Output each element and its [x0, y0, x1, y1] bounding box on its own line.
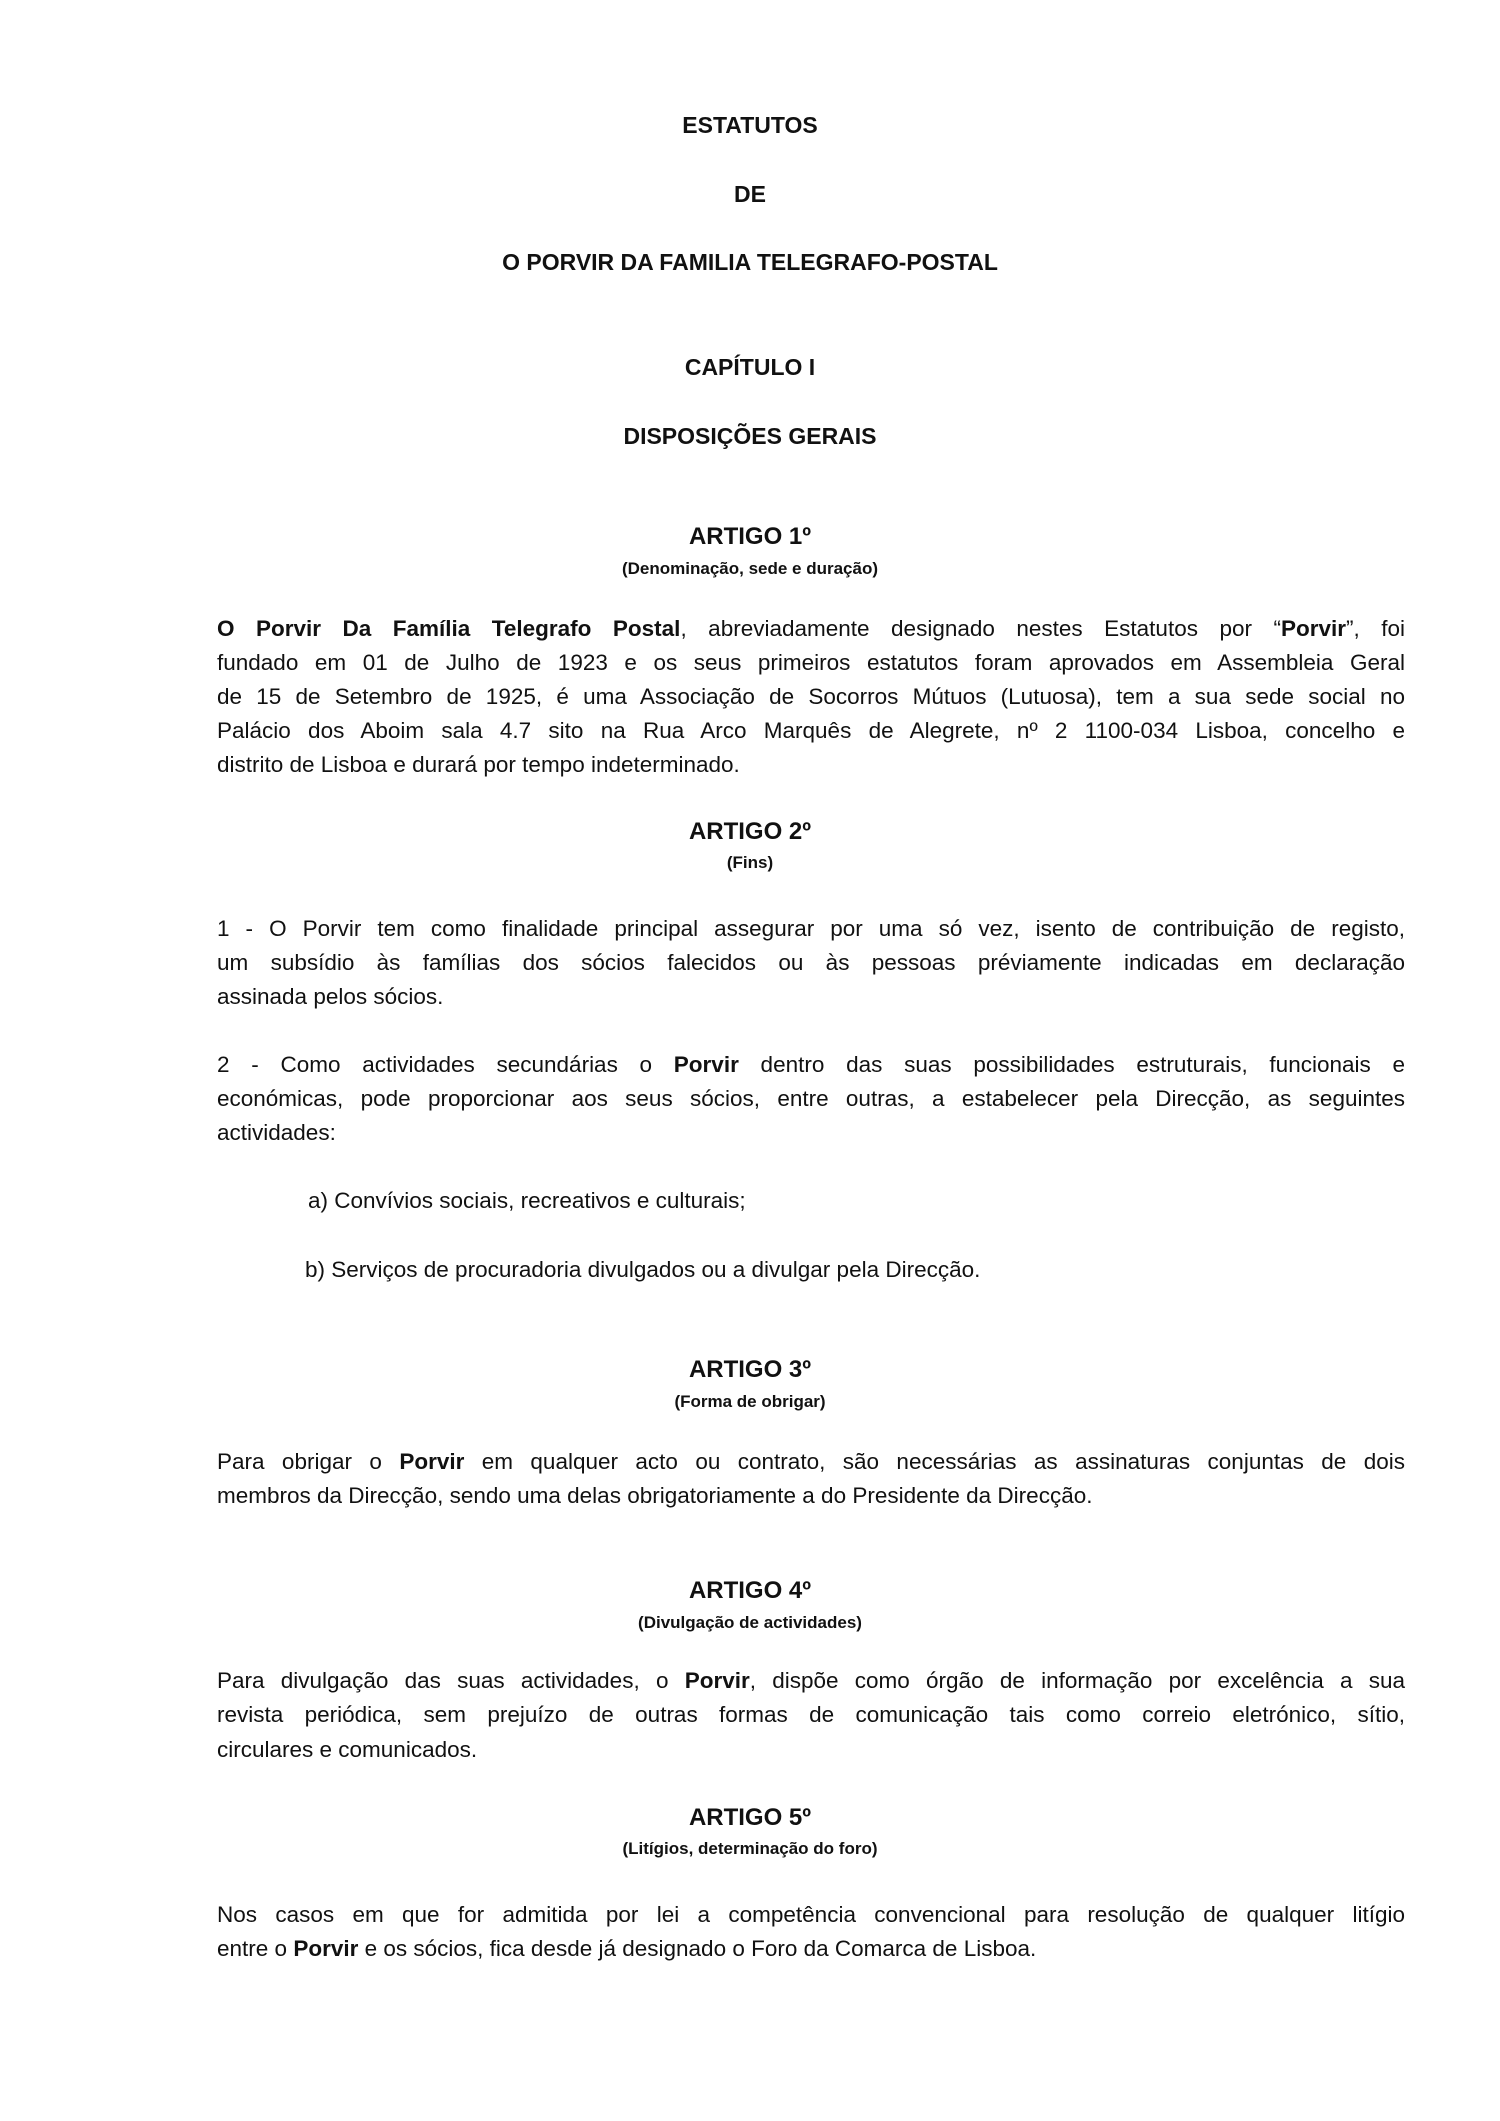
- bold-text: Porvir: [673, 1052, 739, 1077]
- bold-text: Porvir: [684, 1668, 750, 1693]
- text: entre o: [217, 1936, 294, 1961]
- text: em qualquer acto ou contrato, são necessárias as assinaturas conjuntas de dois: [464, 1449, 1405, 1474]
- text: ”, foi: [1346, 616, 1406, 641]
- text: , dispõe como órgão de informação por excelência a sua: [749, 1668, 1405, 1693]
- article-1-subtitle: (Denominação, sede e duração): [621, 559, 879, 578]
- article-5-subtitle: (Litígios, determinação do foro): [622, 1839, 878, 1858]
- bold-text: Porvir: [293, 1936, 359, 1961]
- article-2-line: económicas, pode proporcionar aos seus sócios, entre outras, a estabelecer pela Direcção, as seguintes: [217, 1086, 1405, 1111]
- article-4-line: circulares e comunicados.: [217, 1737, 478, 1762]
- article-3-line: membros da Direcção, sendo uma delas obrigatoriamente a do Presidente da Direcção.: [217, 1483, 1093, 1508]
- article-5-heading: ARTIGO 5º: [688, 1804, 812, 1831]
- text: e os sócios, fica desde já designado o Foro da Comarca de Lisboa.: [358, 1936, 1037, 1961]
- article-5-line: [217, 1932, 1405, 1966]
- bold-text: Porvir: [399, 1449, 465, 1474]
- article-4-heading: ARTIGO 4º: [688, 1577, 812, 1604]
- bold-text: O Porvir Da Família Telegrafo Postal: [217, 616, 681, 641]
- document-title-de: DE: [734, 181, 766, 207]
- article-2-line: 1 - O Porvir tem como finalidade principal assegurar por uma só vez, isento de contribuição de registo,: [217, 916, 1405, 941]
- article-3-subtitle: (Forma de obrigar): [674, 1392, 826, 1411]
- article-2-line: actividades:: [217, 1120, 336, 1145]
- article-2-heading: ARTIGO 2º: [688, 818, 812, 845]
- text: , abreviadamente designado nestes Estatutos por “: [680, 616, 1281, 641]
- list-item: b) Serviços de procuradoria divulgados ou a divulgar pela Direcção.: [305, 1257, 981, 1282]
- article-1-line: de 15 de Setembro de 1925, é uma Associação de Socorros Mútuos (Lutuosa), tem a sua sede social no: [217, 684, 1405, 709]
- chapter-heading: CAPÍTULO I: [684, 354, 816, 380]
- article-2-line: assinada pelos sócios.: [217, 984, 444, 1009]
- article-1-line: Palácio dos Aboim sala 4.7 sito na Rua Arco Marquês de Alegrete, nº 2 1100-034 Lisboa, concelho e: [217, 718, 1405, 743]
- article-1-line: [217, 612, 1405, 646]
- article-1-line: fundado em 01 de Julho de 1923 e os seus primeiros estatutos foram aprovados em Assembleia Geral: [217, 650, 1405, 675]
- article-4-subtitle: (Divulgação de actividades): [638, 1613, 862, 1632]
- article-1-heading: ARTIGO 1º: [688, 523, 812, 550]
- chapter-title: DISPOSIÇÕES GERAIS: [623, 423, 877, 449]
- text: Para divulgação das suas actividades, o: [217, 1668, 685, 1693]
- text: Para obrigar o: [217, 1449, 400, 1474]
- text: 2 - Como actividades secundárias o: [217, 1052, 674, 1077]
- article-2-line: [217, 1048, 1405, 1082]
- bold-text: Porvir: [1280, 616, 1346, 641]
- article-3-line: [217, 1445, 1405, 1479]
- document-title: ESTATUTOS: [682, 112, 818, 138]
- article-2-line: um subsídio às famílias dos sócios falecidos ou às pessoas préviamente indicadas em declaração: [217, 950, 1405, 975]
- article-2-subtitle: (Fins): [726, 853, 774, 872]
- article-5-line: Nos casos em que for admitida por lei a competência convencional para resolução de qualquer litígio: [217, 1902, 1405, 1927]
- article-4-line: revista periódica, sem prejuízo de outras formas de comunicação tais como correio eletrónico, sítio,: [217, 1702, 1405, 1727]
- article-4-line: [217, 1664, 1405, 1698]
- article-1-line: distrito de Lisboa e durará por tempo indeterminado.: [217, 752, 740, 777]
- list-item: a) Convívios sociais, recreativos e culturais;: [308, 1188, 746, 1213]
- text: dentro das suas possibilidades estruturais, funcionais e: [738, 1052, 1405, 1077]
- article-3-heading: ARTIGO 3º: [688, 1356, 812, 1383]
- organization-name: O PORVIR DA FAMILIA TELEGRAFO-POSTAL: [502, 249, 998, 275]
